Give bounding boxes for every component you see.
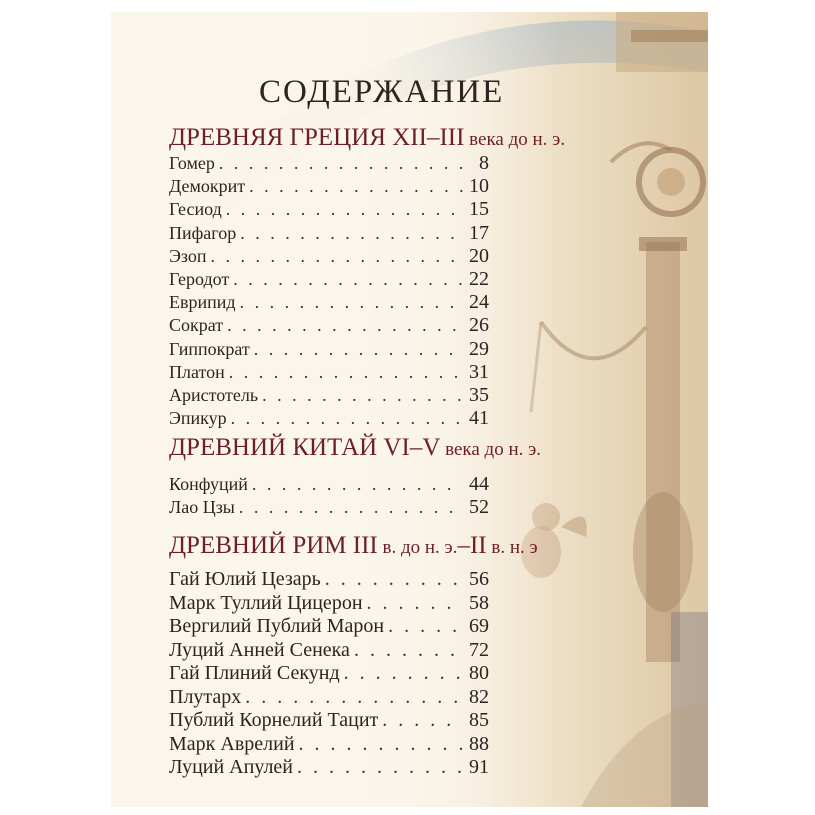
toc-entry-page: 31 — [469, 360, 489, 383]
toc-entry-page: 56 — [469, 568, 489, 590]
toc-entry-page: 24 — [469, 291, 489, 314]
toc-entry-page: 26 — [469, 314, 489, 337]
toc-entry[interactable] — [169, 361, 489, 384]
section-heading-part: века до н. э. — [464, 129, 566, 150]
dot-leader — [233, 268, 463, 291]
toc-entry[interactable] — [169, 384, 489, 407]
toc-entry[interactable] — [169, 222, 489, 245]
toc-entry-name: Геродот — [169, 268, 230, 289]
section-heading-part: века до н. э. — [440, 439, 542, 460]
dot-leader — [231, 407, 463, 430]
toc-entry[interactable] — [169, 662, 489, 686]
dot-leader — [388, 615, 463, 639]
toc-entry-page: 44 — [469, 473, 489, 495]
toc-entry-page: 88 — [469, 732, 489, 755]
toc-entry-name: Сократ — [169, 315, 224, 336]
toc-entry[interactable] — [169, 314, 489, 337]
toc-entry[interactable] — [169, 152, 489, 175]
section-heading-china — [169, 434, 541, 462]
section-heading-part: ДРЕВНИЙ КИТАЙ VI — [169, 434, 410, 461]
toc-entry[interactable] — [169, 639, 489, 663]
toc-entry[interactable] — [169, 592, 489, 616]
toc-list-china — [169, 473, 489, 519]
toc-entry-name: Гай Юлий Цезарь — [169, 568, 321, 590]
dot-leader — [254, 338, 463, 361]
toc-entry-name: Пифагор — [169, 222, 237, 243]
page-title: СОДЕРЖАНИЕ — [259, 74, 505, 110]
section-heading-part: в. до н. э. — [377, 537, 458, 558]
toc-entry-page: 69 — [469, 615, 489, 637]
section-heading-part: II — [469, 532, 487, 559]
dot-leader — [239, 496, 463, 519]
dot-leader — [344, 662, 463, 686]
toc-entry-name: Лао Цзы — [169, 497, 235, 518]
dot-leader — [382, 709, 463, 733]
toc-entry-page: 29 — [469, 337, 489, 360]
toc-entry-page: 85 — [469, 709, 489, 731]
section-heading-part: ДРЕВНЯЯ ГРЕЦИЯ XII — [169, 124, 427, 151]
toc-entry-name: Платон — [169, 361, 225, 382]
toc-entry-name: Гомер — [169, 153, 215, 173]
dot-leader — [229, 361, 463, 384]
toc-entry-name: Луций Апулей — [169, 756, 294, 778]
section-heading-part: ДРЕВНИЙ РИМ III — [169, 532, 378, 559]
dot-leader — [262, 384, 463, 407]
toc-entry-page: 91 — [469, 756, 489, 778]
toc-entry-page: 17 — [469, 221, 489, 244]
toc-entry-page: 20 — [469, 244, 489, 267]
dot-leader — [240, 291, 463, 314]
toc-entry[interactable] — [169, 756, 489, 780]
toc-entry-page: 82 — [469, 685, 489, 708]
toc-entry-name: Публий Корнелий Тацит — [169, 709, 379, 731]
toc-entry-name: Аристотель — [169, 384, 259, 405]
toc-entry-page: 8 — [479, 152, 489, 174]
toc-entry-name: Гесиод — [169, 199, 222, 220]
toc-entry-name: Демокрит — [169, 176, 246, 197]
dot-leader — [249, 175, 463, 198]
toc-entry-page: 41 — [469, 407, 489, 430]
dot-leader — [325, 568, 463, 592]
toc-entry-name: Еврипид — [169, 292, 236, 313]
dot-leader — [252, 473, 463, 496]
toc-entry-name: Гай Плиний Секунд — [169, 662, 340, 684]
toc-entry-page: 80 — [469, 662, 489, 684]
toc-entry-page: 22 — [469, 267, 489, 290]
dot-leader — [299, 733, 463, 757]
toc-entry-page: 58 — [469, 591, 489, 614]
section-heading-dash: – — [426, 124, 440, 151]
toc-entry[interactable] — [169, 245, 489, 268]
section-heading-greece — [169, 124, 565, 152]
book-page — [111, 12, 708, 807]
toc-entry-name: Конфуций — [169, 474, 248, 494]
dot-leader — [219, 152, 463, 175]
dot-leader — [367, 592, 463, 616]
toc-entry[interactable] — [169, 496, 489, 519]
toc-entry[interactable] — [169, 686, 489, 710]
toc-entry[interactable] — [169, 568, 489, 592]
toc-entry-name: Марк Туллий Цицерон — [169, 591, 363, 614]
toc-entry[interactable] — [169, 407, 489, 430]
toc-entry[interactable] — [169, 291, 489, 314]
toc-entry-name: Плутарх — [169, 685, 242, 708]
section-heading-part: в. н. э — [486, 537, 538, 558]
toc-entry-page: 72 — [469, 638, 489, 661]
dot-leader — [211, 245, 463, 268]
toc-entry-page: 15 — [469, 198, 489, 221]
section-heading-part: V — [422, 434, 441, 461]
toc-entry[interactable] — [169, 198, 489, 221]
toc-entry[interactable] — [169, 268, 489, 291]
dot-leader — [227, 314, 463, 337]
section-heading-part: III — [439, 124, 465, 151]
toc-entry-name: Луций Анней Сенека — [169, 638, 350, 661]
section-heading-rome — [169, 532, 538, 560]
dot-leader — [245, 686, 463, 710]
toc-list-greece — [169, 152, 489, 430]
dot-leader — [297, 756, 463, 780]
toc-entry[interactable] — [169, 175, 489, 198]
toc-entry-name: Эпикур — [169, 408, 227, 429]
section-heading-dash: – — [457, 532, 470, 559]
toc-entry-name: Марк Аврелий — [169, 732, 295, 755]
toc-list-rome — [169, 568, 489, 780]
toc-entry-name: Вергилий Публий Марон — [169, 615, 385, 637]
dot-leader — [354, 639, 463, 663]
toc-entry[interactable] — [169, 709, 489, 733]
dot-leader — [226, 198, 463, 221]
dot-leader — [240, 222, 463, 245]
toc-entry[interactable] — [169, 338, 489, 361]
toc-entry-page: 10 — [469, 175, 489, 198]
toc-entry[interactable] — [169, 733, 489, 757]
toc-entry[interactable] — [169, 615, 489, 639]
table-of-contents — [111, 12, 708, 807]
toc-entry-page: 52 — [469, 496, 489, 519]
section-heading-dash: – — [409, 434, 423, 461]
toc-entry[interactable] — [169, 473, 489, 496]
toc-entry-page: 35 — [469, 383, 489, 406]
toc-entry-name: Гиппократ — [169, 338, 250, 359]
toc-entry-name: Эзоп — [169, 245, 207, 266]
